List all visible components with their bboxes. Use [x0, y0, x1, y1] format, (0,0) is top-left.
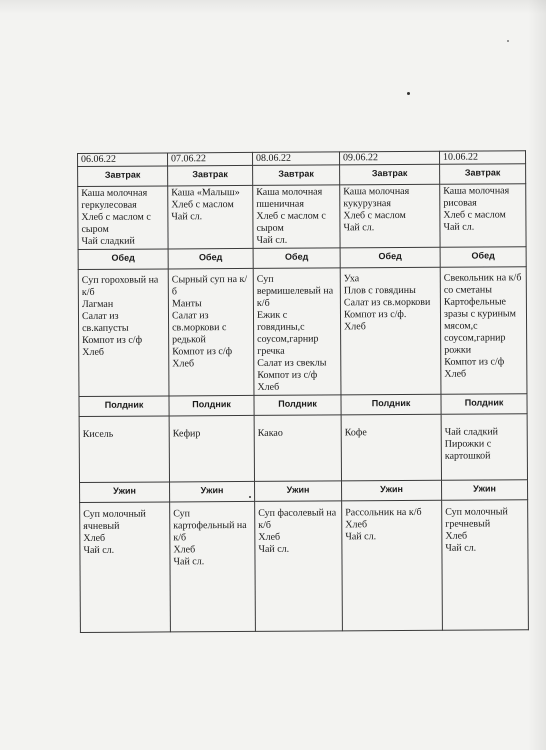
meal-label-cell: Ужин [170, 481, 255, 502]
meal-label-cell: Полдник [441, 394, 527, 415]
dish-cell [441, 414, 527, 481]
meal-label-cell: Завтрак [168, 165, 253, 186]
dish-item: Салат из св.капусты [81, 310, 129, 334]
dish-item: Суп фасолевый на к/б [258, 507, 337, 531]
meal-label-cell: Ужин [442, 480, 528, 501]
meal-label-cell: Завтрак [440, 164, 526, 185]
dish-cell [342, 500, 443, 631]
dish-cell [169, 415, 254, 482]
dish-cell [440, 267, 527, 395]
lunch-dishes-row [78, 267, 527, 397]
dish-item: Салат из свеклы [257, 357, 327, 369]
dish-item: Чай сл. [83, 544, 115, 556]
dish-item: Каша молочная кукурузная [343, 185, 410, 210]
scan-speck [407, 92, 410, 95]
dish-cell [168, 185, 253, 249]
dish-item: Уха [343, 273, 360, 285]
dish-item: Компот из с/ф [82, 334, 143, 346]
meal-label-cell: Обед [253, 248, 340, 269]
meal-label-cell: Полдник [341, 394, 441, 415]
dish-cell [442, 500, 529, 631]
dish-item: Суп вермишелевый на к/б [256, 273, 334, 309]
scan-shadow-top [0, 0, 546, 14]
dish-item: Хлеб [345, 519, 368, 531]
meal-label-cell: Обед [440, 247, 526, 268]
snack-label-row [79, 394, 527, 417]
dish-item: Чай сл. [258, 543, 290, 555]
dish-item: Хлеб [258, 531, 281, 543]
dish-cell [253, 185, 340, 249]
meal-label-cell: Ужин [342, 480, 442, 501]
dish-item: Чай сладкий [444, 426, 499, 438]
breakfast-label-row [78, 164, 526, 187]
snack-dishes-row [79, 414, 527, 483]
dish-cell [168, 268, 254, 396]
dish-item: Хлеб с маслом [343, 209, 406, 222]
meal-label-cell: Ужин [80, 482, 170, 503]
dish-item: Чай сл. [345, 531, 377, 543]
meal-label-cell: Завтрак [78, 166, 168, 187]
dish-item: Рассольник на к/б [345, 506, 422, 519]
dish-item: Хлеб с маслом с сыром [81, 211, 151, 235]
dish-item: Чай сл. [256, 234, 288, 246]
dish-cell [253, 268, 341, 396]
dinner-label-row [80, 480, 528, 503]
dish-item: Манты [171, 298, 202, 310]
dish-item: Компот из с/ф [172, 346, 233, 358]
dish-cell [80, 502, 171, 633]
breakfast-dishes-row [78, 184, 526, 250]
dish-item: Пирожки с картошкой [444, 438, 492, 462]
dish-item: Хлеб [172, 358, 195, 370]
dish-item: Суп гороховый на к/б [81, 274, 159, 298]
meal-label-cell: Полдник [169, 395, 254, 416]
date-cell: 08.06.22 [252, 152, 339, 166]
dish-item: Хлеб [444, 368, 467, 380]
dish-item: Хлеб [257, 381, 280, 393]
dish-item: Чай сл. [443, 221, 475, 233]
date-cell: 10.06.22 [439, 151, 525, 165]
dish-item: Какао [257, 427, 283, 439]
dish-item: Лагман [81, 298, 114, 310]
dish-item: Чай сладкий [81, 235, 135, 247]
meal-label-cell: Завтрак [340, 164, 440, 185]
dish-cell [255, 501, 343, 632]
dish-item: Чай сл. [171, 211, 203, 223]
scan-speck [507, 40, 509, 42]
dish-item: Сырный суп на к/б [171, 273, 248, 298]
dish-item: Салат из св.моркови [343, 296, 431, 309]
lunch-label-row [78, 247, 526, 270]
meal-label-cell: Завтрак [253, 165, 340, 186]
dish-item: Кофе [344, 427, 367, 439]
dish-item: Хлеб [83, 532, 106, 544]
dish-item: Свекольник на к/б со сметаны [443, 272, 522, 296]
date-cell: 06.06.22 [78, 153, 168, 167]
dish-item: Хлеб [82, 346, 105, 358]
dinner-dishes-row [80, 500, 529, 633]
meal-label-cell: Обед [340, 247, 440, 268]
dish-item: Суп молочный гречневый [445, 506, 508, 530]
meal-label-cell: Ужин [255, 481, 342, 502]
dish-item: Чай сл. [445, 542, 477, 554]
dish-item: Каша молочная геркулесовая [81, 187, 148, 211]
dish-item: Ежик с говядины,с соусом,гарнир гречка [256, 309, 319, 357]
meal-label-cell: Обед [78, 249, 168, 270]
dish-item: Чай сл. [343, 222, 375, 234]
dish-item: Хлеб с маслом [171, 199, 234, 211]
dish-item: Салат из св.моркови с редькой [171, 310, 227, 346]
dish-item: Каша молочная пшеничная [256, 186, 323, 210]
dish-item: Чай сл. [173, 556, 205, 568]
date-cell: 07.06.22 [168, 152, 253, 166]
dish-cell [170, 501, 256, 632]
dish-item: Хлеб с маслом с сыром [256, 210, 326, 234]
dish-cell [440, 184, 526, 248]
meal-label-cell: Полдник [79, 396, 169, 417]
dish-item: Хлеб [445, 530, 468, 542]
dish-item: Каша «Малыш» [171, 187, 240, 199]
scan-shadow-right [528, 0, 546, 750]
dish-item: Суп молочный ячневый [83, 508, 146, 532]
dish-item: Компот из с/ф [257, 369, 318, 381]
dish-cell [340, 184, 440, 248]
dish-item: Хлеб [344, 321, 366, 333]
dish-item: Кисель [82, 428, 114, 440]
dish-cell [254, 415, 341, 482]
dish-item: Кефир [172, 428, 201, 440]
dish-cell [78, 269, 169, 397]
dish-cell [340, 267, 441, 395]
dish-item: Хлеб [173, 544, 196, 556]
dish-item: Хлеб с маслом [443, 209, 506, 221]
dish-cell [79, 416, 169, 483]
weekly-menu-table [77, 150, 529, 633]
menu-table-body [78, 151, 529, 633]
date-cell: 09.06.22 [339, 151, 439, 165]
dish-item: Каша молочная рисовая [443, 185, 510, 209]
dish-item: Компот из с/ф. [343, 308, 407, 321]
meal-label-cell: Обед [168, 248, 253, 269]
dish-cell [78, 186, 168, 250]
dish-cell [341, 414, 441, 481]
dish-item: Компот из с/ф [444, 356, 505, 368]
meal-label-cell: Полдник [254, 395, 341, 416]
dish-item: Картофельные зразы с куриным мясом,с соусом,гарнир рожки [443, 296, 516, 356]
dish-item: Суп картофельный на к/б [173, 508, 247, 544]
dish-item: Плов с говядины [343, 284, 416, 297]
